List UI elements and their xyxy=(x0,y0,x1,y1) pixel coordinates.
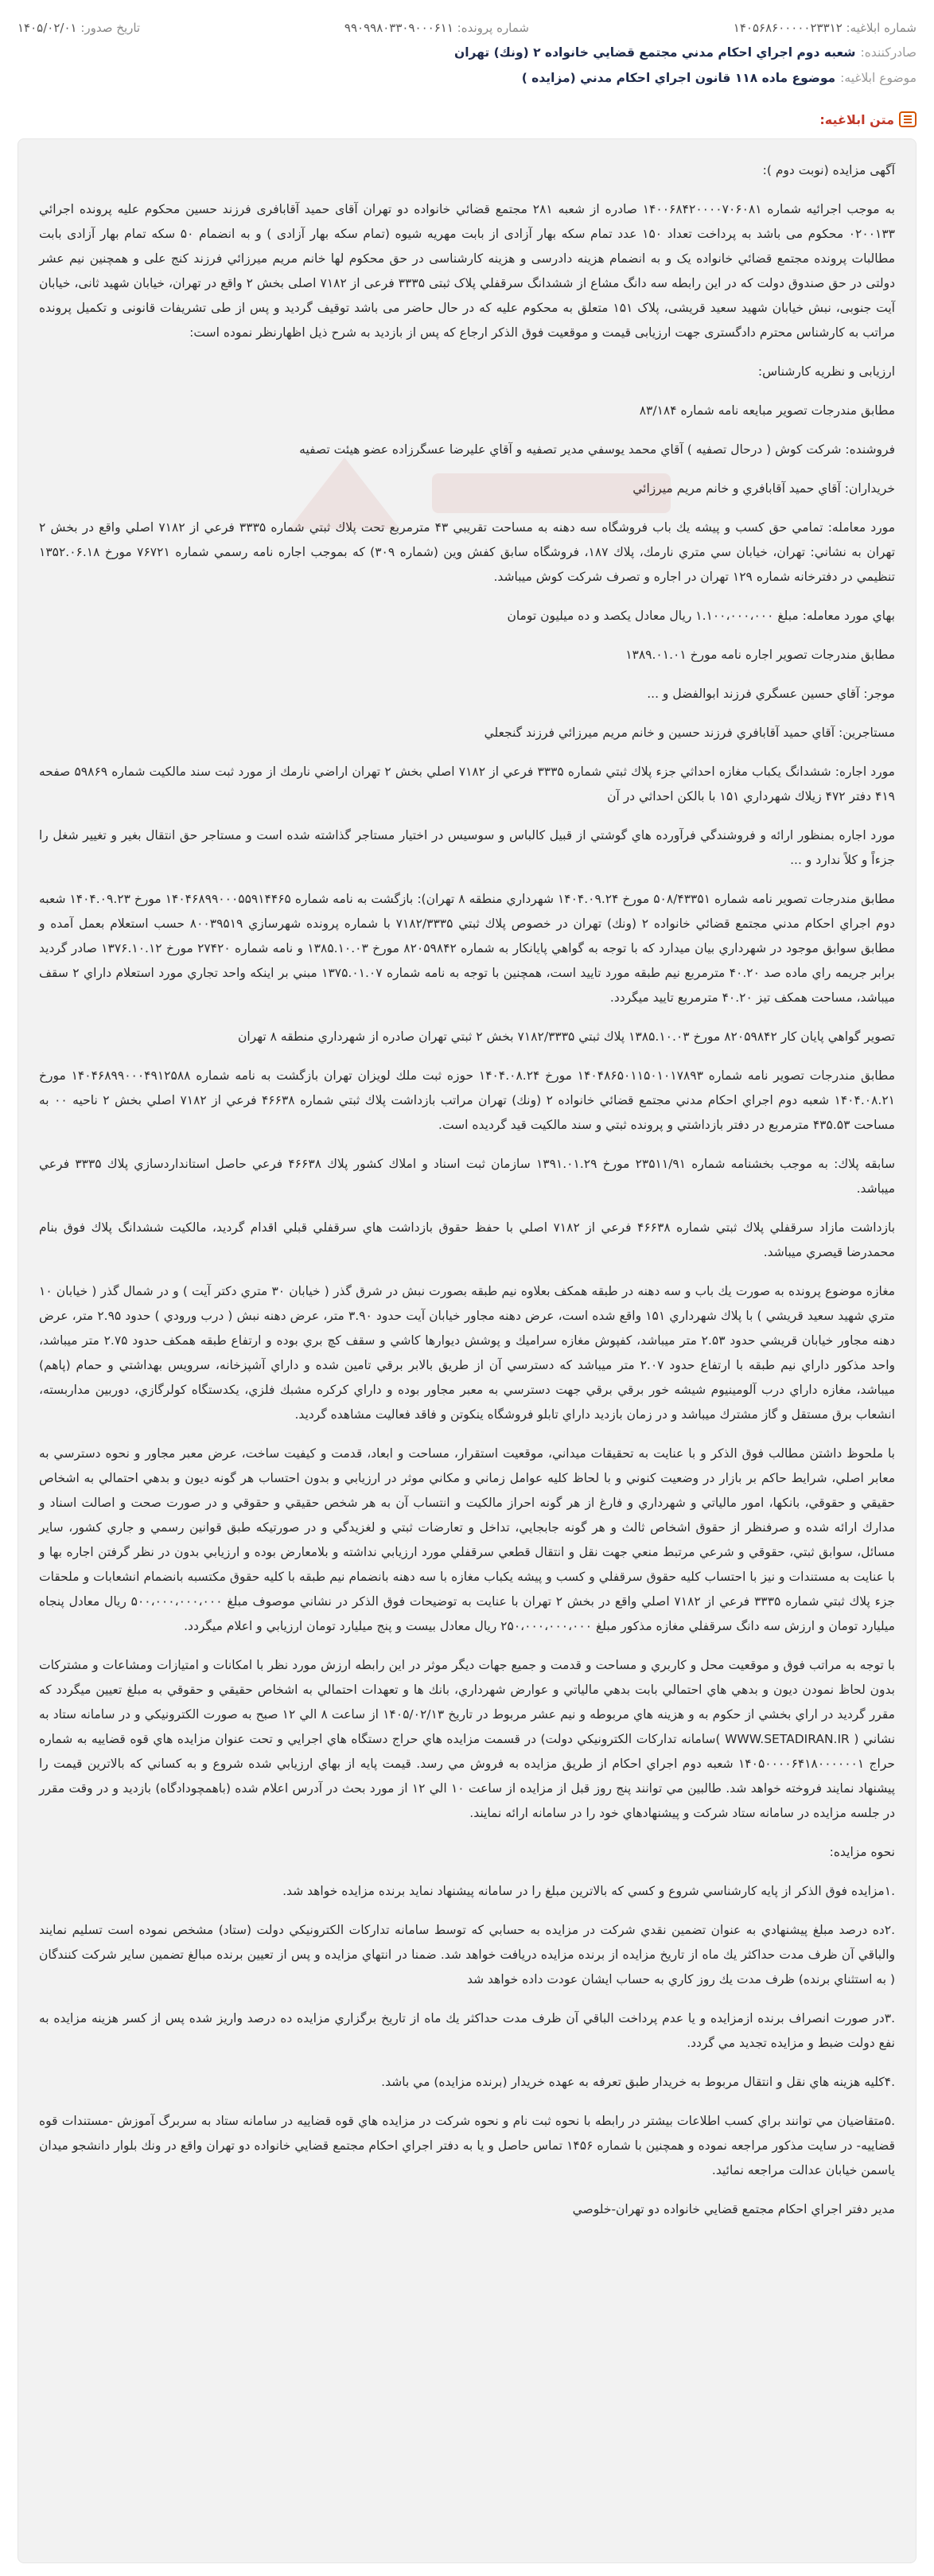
notice-paragraph: بازداشت مازاد سرقفلي پلاك ثبتي شماره ۴۶۶۳۸ فرعي از ۷۱۸۲ اصلي با حفظ حقوق بازداشت هاي سرقفلي قبلي اقدام گرديد، مالكيت ششدانگ پلاك فوق بنام محمدرضا قيصري ميباشد. xyxy=(39,1220,896,1259)
notice-paragraph: با توجه به مراتب فوق و موقعيت محل و كاربري و مساحت و قدمت و جميع جهات ديگر موثر در اين رابطه ارزش مورد نظر با امكانات و امتيازات ومشاعات و مشتركات بدون لحاظ نمودن ديون و بدهي هاي احتمالي بابت بدهي مالياتي و عوارض شهرداري، بانك ها و تعهدات احتمالي به اشخاص حقيقي و حقوقي به مبلغ تعيين ميگردد كه مقرر گرديد در اراي بخشي از حكوم به و هزينه هاي مربوطه و نيم عشر مربوط در تاريخ ۱۴۰۵/۰۲/۱۳ از ساعت ۸ الي ۱۲ صبح به صورت الكترونيكي و در سامانه ستاد به نشاني ( WWW.SETADIRAN.IR )سامانه تداركات الكترونيكي دولت) در قسمت مزايده هاي حراج دستگاه هاي اجرايي و تحت عنوان مزايده هاي قوه قضاييه به شماره حراج ۱۴۰۵۰۰۰۰۶۴۱۸۰۰۰۰۰۰۱ شعبه دوم اجراي احكام از طريق مزايده به فروش مي رسد. قيمت پايه از بهاي ارزيابي شده شروع و به كساني كه بالاترين قيمت را پيشنهاد نمايند فروخته خواهد شد. طالبين مي توانند پنج روز قبل از مزايده از ساعت ۱۰ الي ۱۲ از مورد بحث در آدرس اعلام شده (باهمچودادگاه) بازديد و در وقت مقرر در جلسه مزايده در سامانه ستاد شركت و پيشنهادهاي خود را در سامانه ارائه نمايند. xyxy=(39,1658,896,1820)
issuer-row xyxy=(18,40,916,65)
notice-paragraph: مطابق مندرجات تصویر نامه شماره ۱۴۰۴۸۶۵۰۱۱۵۰۱۰۱۷۸۹۳ مورخ ۱۴۰۴.۰۸.۲۴ حوزه ثبت ملك لويزان تهران بازگشت به نامه شماره ۱۴۰۴۶۸۹۹۰۰۰۴۹۱۲۵۸۸ مورخ ۱۴۰۴.۰۸.۲۱ شعبه دوم اجراي احكام مدني مجتمع قضائي خانواده ۲ (ونك) تهران مراتب بازداشت پلاك ثبتي شماره ۴۶۶۳۸ فرعي از ۷۱۸۲ اصلي بخش ۲ ناحيه ۰۰ به مساحت ۴۳۵.۵۳ مترمربع در دفتر بازداشتي و پرونده ثبتي و سند مالكيت قيد گرديده است. xyxy=(39,1068,895,1132)
notice-body xyxy=(18,138,916,2563)
notice-paragraph: مورد معامله: تمامي حق كسب و پيشه يك باب فروشگاه سه دهنه به مساحت تقريبي ۴۳ مترمربع تحت پلاك ثبتي شماره ۳۳۳۵ فرعي از ۷۱۸۲ اصلي واقع در بخش ۲ تهران به نشاني: تهران، خيابان سي متري نارمك، پلاك ۱۸۷، فروشگاه سابق كفش وين (شماره ۳۰۹) كه بموجب اجاره نامه رسمي شماره ۷۶۷۲۱ مورخ ۱۳۵۲.۰۶.۱۸ تنظيمي در دفترخانه شماره ۱۲۹ تهران در اجاره و تصرف شركت كوش ميباشد. xyxy=(39,520,896,584)
notice-paragraph: موجر: آقاي حسين عسگري فرزند ابوالفضل و ... xyxy=(647,687,895,701)
notice-paragraph: مطابق مندرجات تصویر نامه شماره ۵۰۸/۴۳۳۵۱ مورخ ۱۴۰۴.۰۹.۲۴ شهرداري منطقه ۸ تهران): بازگشت به نامه شماره ۱۴۰۴۶۸۹۹۰۰۰۵۵۹۱۴۴۶۵ مورخ ۱۴۰۴.۰۹.۲۳ شعبه دوم اجراي احكام مدني مجتمع قضائي خانواده ۲ (ونك) تهران در خصوص پلاك ثبتي ۷۱۸۲/۳۳۳۵ با شماره پرونده شهرسازي ۸۰۰۳۹۵۱۹ حسب استعلام بعمل آمده و مطابق سوابق موجود در شهرداري بيان ميدارد كه با توجه به گواهي پايانكار به شماره ۸۲۰۵۹۸۴۲ مورخ ۱۳۸۵.۱۰.۰۳ و نامه شماره ۲۷۴۲۰ مورخ ۱۳۷۶.۱۰.۱۲ صادر گرديد برابر جريمه راي ماده صد ۴۰.۲۰ مترمربع نيم طبقه مورد تاييد است، همچنين با توجه به نامه شماره ۱۳۷۵.۰۱.۰۷ مبني بر اينكه واحد تجاري مورد استعلام داراي ۲ سقف ميباشد، مساحت همكف تيز ۴۰.۲۰ مترمربع تاييد ميگردد. xyxy=(39,892,896,1005)
issuer-value: شعبه دوم اجراي احكام مدني مجتمع قضايي خانواده ۲ (ونك) تهران xyxy=(453,45,856,60)
notice-paragraph: .۱مزايده فوق الذكر از پايه كارشناسي شروع و كسي كه بالاترين مبلغ را در سامانه پيشنهاد نمايد برنده مزايده خواهد شد. xyxy=(282,1884,895,1898)
notice-paragraph: تصوير گواهي پايان كار ۸۲۰۵۹۸۴۲ مورخ ۱۳۸۵.۱۰.۰۳ پلاك ثبتي ۷۱۸۲/۳۳۳۵ بخش ۲ ثبتي تهران صادره از شهرداري منطقه ۸ تهران xyxy=(237,1029,895,1044)
notice-number-label: شماره ابلاغیه: xyxy=(846,21,916,35)
file-number: ۹۹۰۹۹۸۰۳۳۰۹۰۰۰۶۱۱ xyxy=(344,21,453,35)
notice-number-group xyxy=(734,21,916,35)
notice-paragraph: مستاجرين: آقاي حميد آقابافري فرزند حسين و خانم مريم ميرزائي فرزند گنجعلي xyxy=(484,726,895,740)
notice-meta-row xyxy=(18,16,916,40)
file-number-label: شماره پرونده: xyxy=(457,21,529,35)
notice-text-title: متن ابلاغیه: xyxy=(819,111,894,127)
notice-paragraph: فروشنده: شرکت کوش ( درحال تصفیه ) آقاي محمد يوسفي مدير تصفيه و آقاي عليرضا عسگرزاده عضو هيئت تصفيه xyxy=(299,442,895,457)
notice-paragraph: مغازه موضوع پرونده به صورت يك باب و سه دهنه در طبقه همكف بعلاوه نيم طبقه بصورت نبش در شرق گذر ( خيابان ۳۰ متري دكتر آيت ) و در شمال گذر ( خيابان ۱۰ متري شهيد سعيد قريشي ) با پلاك شهرداري ۱۵۱ واقع شده است، عرض دهنه مجاور خيابان آيت حدود ۳.۹۰ متر، عرض دهنه نبش ( درب ورودي ) حدود ۲.۹۵ متر، عرض دهنه مجاور خيابان قريشي حدود ۲.۵۳ متر ميباشد، كفپوش مغازه سراميك و پوشش ديوارها كاشي و سقف كچ بري بوده و ارتفاع طبقه همكف حدود ۲.۷۵ متر ميباشد، واحد مذكور داراي نيم طبقه با ارتفاع حدود ۲.۰۷ متر ميباشد كه دسترسي آن از طريق بالابر برقي تامين شده و داراي آشپزخانه، سرويس بهداشتي و حمام (پاهم) ميباشد، مغازه داراي درب آلومينيوم شيشه خور برقي برقي جهت دسترسي به معبر مجاور بوده و داراي كركره مشبك فلزي، يكدستگاه كولرگازي، دوربين مداربسته، انشعاب برق مستقل و گاز مشترك ميباشد و در زمان بازديد داراي تابلو فروشگاه ينكوتن و فاقد فعاليت مشاهده گرديد. xyxy=(39,1284,896,1422)
issue-date-group xyxy=(18,21,140,35)
notice-paragraph: ارزیابی و نظریه کارشناس: xyxy=(757,364,895,379)
file-number-group xyxy=(344,21,529,35)
notice-paragraph: مدير دفتر اجراي احكام مجتمع قضايي خانواده دو تهران-خلوصي xyxy=(572,2202,895,2216)
subject-value: موضوع ماده ۱۱۸ قانون اجراي احكام مدني (مزايده ) xyxy=(521,71,836,85)
issuer-label: صادرکننده: xyxy=(860,45,916,60)
issue-date: ۱۴۰۵/۰۲/۰۱ xyxy=(18,21,77,35)
notice-paragraph: .۳در صورت انصراف برنده ازمزايده و يا عدم پرداخت الباقي آن ظرف مدت حداكثر يك ماه از تاريخ برگزاري مزايده ده درصد واريز شده پس از كسر هزينه مزايده به نفع دولت ضبط و مزايده تجديد مي گردد. xyxy=(39,2011,895,2050)
notice-paragraph: مورد اجاره بمنظور ارائه و فروشندگي فرآورده هاي گوشتي از قبيل كالباس و سوسيس در اختيار مستاجر گذاشته شده است و مستاجر حق انتقال بغير و تغيير شغل را جزءاً و كلاً ندارد و ... xyxy=(39,828,895,867)
notice-text-heading xyxy=(0,103,934,135)
notice-paragraph: مطابق مندرجات تصویر اجاره نامه مورخ ۱۳۸۹.۰۱.۰۱ xyxy=(625,648,895,662)
issue-date-label: تاریخ صدور: xyxy=(80,21,141,35)
notice-paragraph: بهاي مورد معامله: مبلغ ۱.۱۰۰،۰۰۰،۰۰۰ ريال معادل يكصد و ده ميليون تومان xyxy=(507,609,895,623)
notice-paragraph: به موجب اجرائيه شماره ۱۴۰۰۶۸۴۲۰۰۰۰۷۰۶۰۸۱ صادره از شعبه ۲۸۱ مجتمع قضائي خانواده دو تهران آقای حمید آقابافری فرزند حسین محکوم علیه پرونده اجرائي ۰۲۰۰۱۳۳ محکوم می باشد به پرداخت تعداد ۱۵۰ عدد تمام سکه بهار آزادی از بابت مهریه شیوه (تمام سکه بهار آزادی ) و به انضمام ۵۰ سکه تمام بهار آزادی بابت مطالبات پرونده مجتمع قضائي خانواده یک و به انضمام هزینه دادرسی و هزینه کارشناسی در حق محکوم لها خانم مریم میرزائي فرزند کنج علی و همچنین نیم عشر دولتی در حق صندوق دولت که در این رابطه سه دانگ مشاع از ششدانگ سرقفلي پلاک ثبتی ۳۳۳۵ فرعی از ۷۱۸۲ اصلی بخش ۲ واقع در تهران، خیابان شهید ثانی، خیابان آیت جنوبی، نبش خیابان شهید سعید قریشی، پلاک ۱۵۱ متعلق به محکوم علیه که در حال حاضر می باشد توقیف گردید و پس از طی تشریفات قانونی و تکمیل پرونده مراتب به کارشناس محترم دادگستری جهت ارزیابی قیمت و موقعیت فوق الذکر ارجاع که پس از بازدید به شرح ذیل اظهارنظر نموده است: xyxy=(39,202,895,340)
notice-paragraph: آگهی مزایده (نوبت دوم ): xyxy=(762,163,895,177)
notice-header xyxy=(0,0,934,95)
notice-paragraph: سابقه پلاك: به موجب بخشنامه شماره ۲۳۵۱۱/۹۱ مورخ ۱۳۹۱.۰۱.۲۹ سازمان ثبت اسناد و املاك كشور پلاك ۴۶۶۳۸ فرعي حاصل استانداردسازي پلاك ۳۳۳۵ فرعي ميباشد. xyxy=(39,1157,896,1196)
notice-paragraph: .۲ده درصد مبلغ پيشنهادي به عنوان تضمين نقدي شركت در مزايده به حسابي كه توسط سامانه تداركات الكترونيكي دولت (ستاد) مشخص نموده است تسليم نمايند والباقي آن ظرف مدت حداكثر يك ماه از تاريخ مزايده از برنده مزايده دريافت خواهد شد. ضمنا در انتهاي مزايده و پس از تعيين برنده مبالغ تضمين ساير شركت كنندگان ( به استثناي برنده) ظرف مدت يك روز كاري به حساب ايشان عودت داده خواهد شد xyxy=(39,1923,895,1986)
notice-paragraph: با ملحوظ داشتن مطالب فوق الذكر و با عنايت به تحقيقات ميداني، موقعيت استقرار، مساحت و ابعاد، قدمت و كيفيت ساخت، عرض معبر مجاور و نحوه دسترسي به معابر اصلي، شرايط حاكم بر بازار در وضعيت كنوني و با لحاظ كليه عوامل زماني و مكاني موثر در ارزيابي و بدون احتساب هر گونه ديون و بدهي احتمالي به اشخاص حقيقي و حقوقي، بانكها، امور مالياتي و شهرداري و فارغ از هر گونه احراز مالكيت و انتساب آن به هر شخص حقيقي و حقوقي و در صورت صحت و اصالت اسناد و مدارك ارائه شده و صرفنظر از حقوق اشخاص ثالث و هر گونه جابجايي، تداخل و تعارضات ثبتي و لغزيدگي و در صورتيكه طبق قوانين رسمي و جاري كشور، ساير مسائل، سوابق ثبتي، حقوقي و شرعي مرتبط منعي جهت نقل و انتقال قطعي سرقفلي مورد ارزيابي نداشته و بلامعارض بوده و ارزيابي بدون در نظر گرفتن اجاره بها و با عنايت به مستندات و نيز با احتساب كليه حقوق سرقفلي و كسب و پيشه يكباب مغازه با سه دهنه بانضمام نيم طبقه با كليه حقوق مكتسبه بانضمام انشعابات و ملحقات جزء پلاك ثبتي شماره ۳۳۳۵ فرعي از ۷۱۸۲ اصلي واقع در بخش ۲ تهران با عنايت به توضيحات فوق الذكر در نشاني موصوف مبلغ ۵۰۰،۰۰۰،۰۰۰،۰۰۰ ريال معادل پنجاه ميليارد تومان و ارزش سه دانگ سرقفلي مغازه مذكور مبلغ ۲۵۰،۰۰۰،۰۰۰،۰۰۰ ريال معادل بيست و پنج ميليارد تومان ارزيابي و اعلام ميگردد. xyxy=(39,1446,896,1633)
notice-number: ۱۴۰۵۶۸۶۰۰۰۰۰۲۳۳۱۲ xyxy=(733,21,843,35)
notice-paragraph: مطابق مندرجات تصویر مبایعه نامه شماره ۸۳/۱۸۴ xyxy=(639,403,895,418)
document-text-icon xyxy=(899,111,916,127)
notice-paragraph: .۵متقاضيان مي توانند براي كسب اطلاعات بيشتر در رابطه با نحوه ثبت نام و نحوه شركت در مزايده هاي قوه قضاييه در سامانه ستاد به سربرگ آموزش -مستندات قوه قضاييه- در سايت مذكور مراجعه نموده و همچنين با شماره ۱۴۵۶ تماس حاصل و يا به دفتر اجراي احكام مجتمع قضايي خانواده دو تهران واقع در ونك بلوار دانشجو ميدان ياسمن خيابان عدالت مراجعه نمائيد. xyxy=(39,2114,895,2177)
notice-paragraph: مورد اجاره: ششدانگ يكباب مغازه احداثي جزء پلاك ثبتي شماره ۳۳۳۵ فرعي از ۷۱۸۲ اصلي بخش ۲ تهران اراضي نارمك از مورد ثبت سند مالكيت شماره ۵۹۸۶۹ صفحه ۴۱۹ دفتر ۴۷۲ زيلاك شهرداري ۱۵۱ با بالكن احداثي در آن xyxy=(39,765,895,804)
notice-paragraph: .۴كليه هزينه هاي نقل و انتقال مربوط به خريدار طبق تعرفه به عهده خريدار (برنده مزايده) مي باشد. xyxy=(381,2075,895,2089)
notice-paragraph: نحوه مزایده: xyxy=(829,1845,895,1859)
subject-label: موضوع ابلاغیه: xyxy=(840,71,916,85)
notice-paragraph: خریداران: آقاي حميد آقابافري و خانم مريم ميرزائي xyxy=(632,481,895,496)
subject-row xyxy=(18,65,916,91)
